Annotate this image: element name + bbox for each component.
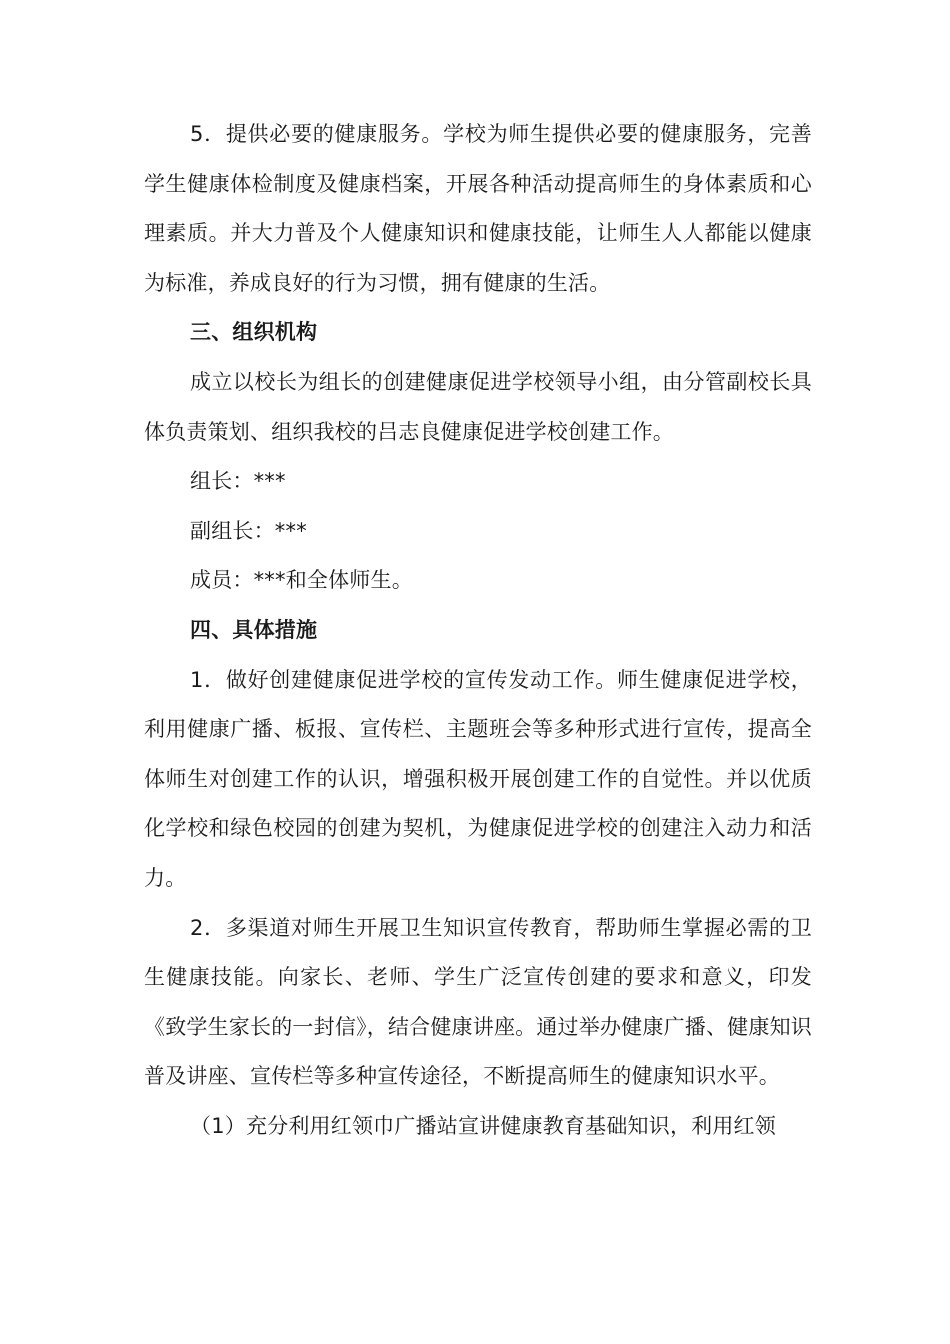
paragraph-measure-1: 1．做好创建健康促进学校的宣传发动工作。师生健康促进学校，利用健康广播、板报、宣传栏、主题班会等多种形式进行宣传，提高全体师生对创建工作的认识，增强积极开展创建工作的自觉性。并以优质化学校和绿色校园的创建为契机，为健康促进学校的创建注入动力和活力。 [144, 667, 812, 890]
paragraph-measure-2: 2．多渠道对师生开展卫生知识宣传教育，帮助师生掌握必需的卫生健康技能。向家长、老师、学生广泛宣传创建的要求和意义，印发《致学生家长的一封信》，结合健康讲座。通过举办健康广播、健康知识普及讲座、宣传栏等多种宣传途径，不断提高师生的健康知识水平。 [144, 915, 812, 1089]
paragraph-leadership-group: 成立以校长为组长的创建健康促进学校领导小组，由分管副校长具体负责策划、组织我校的吕志良健康促进学校创建工作。 [144, 369, 812, 444]
section-heading-measures: 四、具体措施 [190, 617, 318, 642]
section-heading-organization: 三、组织机构 [190, 320, 318, 345]
paragraph-members: 成员：***和全体师生。 [190, 568, 413, 593]
document-body [144, 110, 812, 1151]
paragraph-health-services: 5．提供必要的健康服务。学校为师生提供必要的健康服务，完善学生健康体检制度及健康档案，开展各种活动提高师生的身体素质和心理素质。并大力普及个人健康知识和健康技能，让师生人人都能以健康为标准，养成良好的行为习惯，拥有健康的生活。 [144, 122, 812, 295]
paragraph-group-leader: 组长：*** [190, 469, 286, 494]
paragraph-measure-2-sub-1: （1）充分利用红领巾广播站宣讲健康教育基础知识，利用红领 [190, 1113, 776, 1138]
paragraph-deputy-leader: 副组长：*** [190, 518, 307, 543]
